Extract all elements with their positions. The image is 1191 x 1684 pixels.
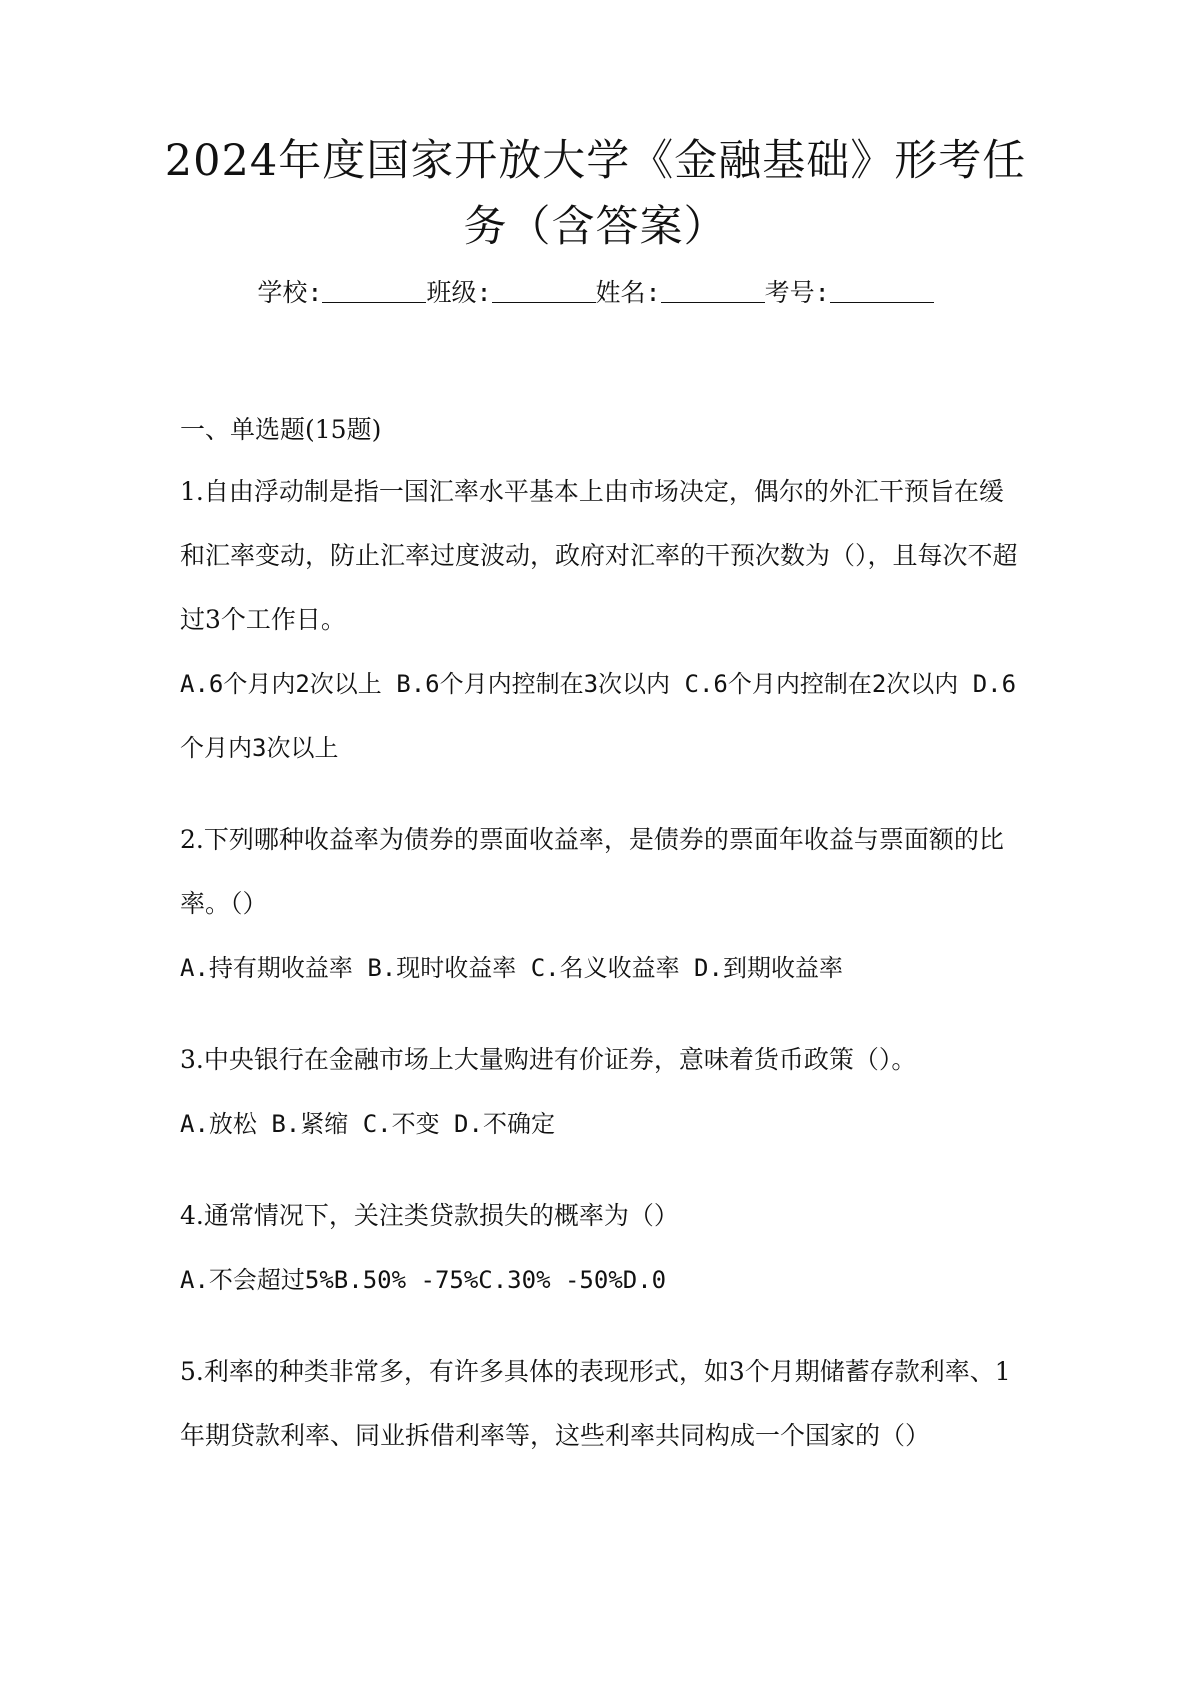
name-label: 姓名:: [595, 278, 661, 307]
name-blank: [661, 278, 765, 303]
question-2: [180, 808, 1020, 1000]
question-options: A.不会超过5%B.50% -75%C.30% -50%D.0: [180, 1266, 667, 1294]
exam-content: [180, 400, 1020, 1496]
question-options: A.6个月内2次以上 B.6个月内控制在3次以内 C.6个月内控制在2次以内 D.6个月内3次以上: [180, 670, 1017, 762]
section-heading: 一、单选题(15题): [180, 415, 382, 444]
question-stem: 4.通常情况下，关注类贷款损失的概率为（）: [180, 1201, 679, 1230]
school-label: 学校:: [257, 278, 323, 307]
class-label: 班级:: [426, 278, 492, 307]
student-info-line: [150, 276, 1041, 310]
school-blank: [322, 278, 426, 303]
question-stem: 3.中央银行在金融市场上大量购进有价证券，意味着货币政策（）。: [180, 1045, 917, 1074]
document-title: [150, 128, 1041, 260]
question-stem: 2.下列哪种收益率为债券的票面收益率，是债券的票面年收益与票面额的比率。（）: [180, 825, 1004, 918]
question-options: A.放松 B.紧缩 C.不变 D.不确定: [180, 1110, 555, 1138]
question-5: [180, 1340, 1020, 1468]
question-stem: 1.自由浮动制是指一国汇率水平基本上由市场决定，偶尔的外汇干预旨在缓和汇率变动，防止汇率过度波动，政府对汇率的干预次数为（），且每次不超过3个工作日。: [180, 477, 1018, 634]
exam-number-label: 考号:: [764, 278, 830, 307]
question-1: [180, 460, 1020, 780]
title-line-1: 2024年度国家开放大学《金融基础》形考任: [164, 136, 1027, 186]
question-options: A.持有期收益率 B.现时收益率 C.名义收益率 D.到期收益率: [180, 954, 843, 982]
question-4: [180, 1184, 1020, 1312]
question-stem: 5.利率的种类非常多，有许多具体的表现形式，如3个月期储蓄存款利率、1年期贷款利率、同业拆借利率等，这些利率共同构成一个国家的（）: [180, 1357, 1011, 1450]
question-3: [180, 1028, 1020, 1156]
title-line-2: 务（含答案）: [463, 202, 728, 252]
exam-number-blank: [830, 278, 934, 303]
class-blank: [492, 278, 596, 303]
